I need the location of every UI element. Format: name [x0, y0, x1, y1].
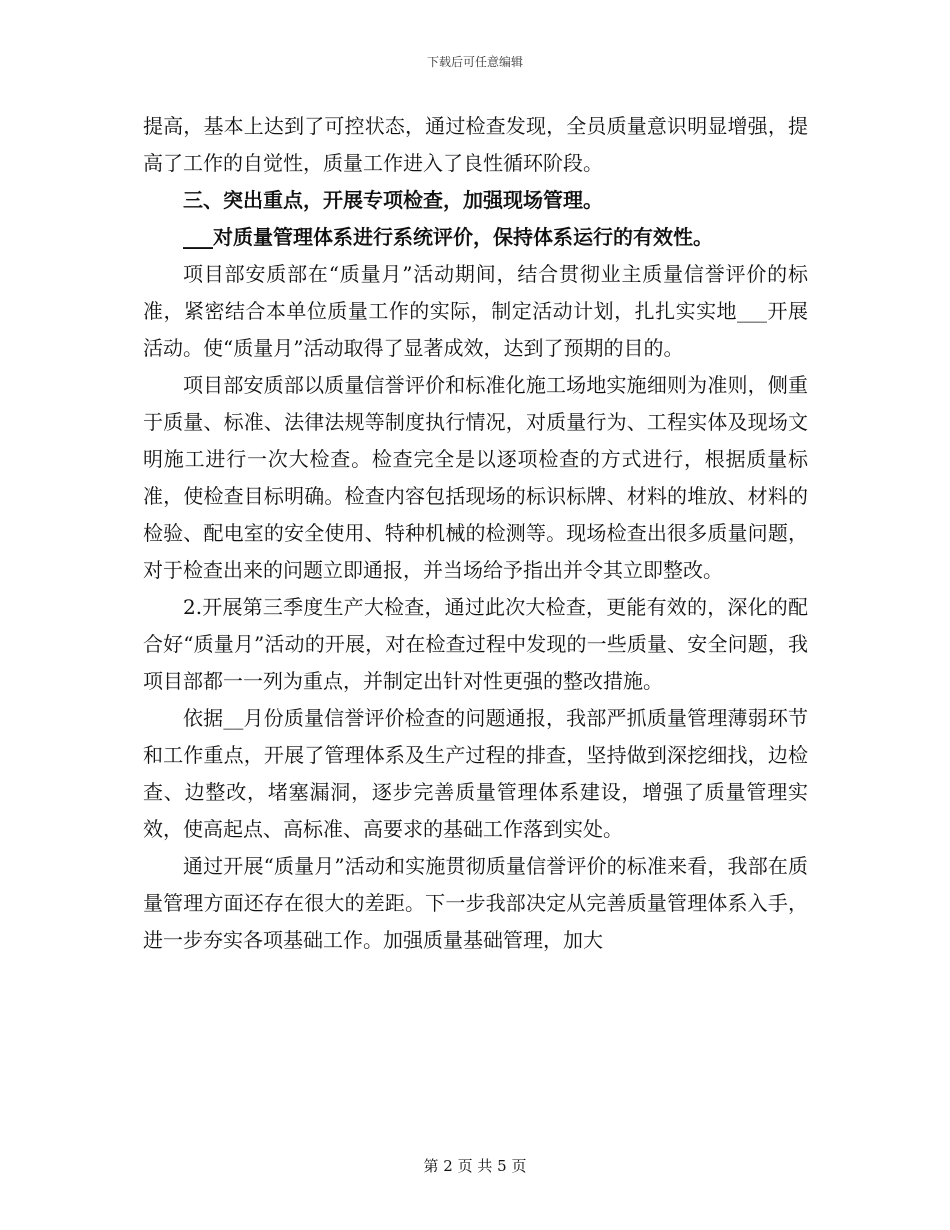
paragraph: 依据__月份质量信誉评价检查的问题通报，我部严抓质量管理薄弱环节和工作重点，开展了管理体系及生产过程的排查，坚持做到深挖细找，边检查、边整改，堵塞漏洞，逐步完善质量管理体系建设，增强了质量管理实效，使高起点、高标准、高要求的基础工作落到实处。 — [143, 706, 808, 841]
paragraph: 项目部安质部在“质量月”活动期间，结合贯彻业主质量信誉评价的标准，紧密结合本单位质量工作的实际，制定活动计划，扎扎实实地___开展活动。使“质量月”活动取得了显著成效，达到了预期的目的。 — [143, 262, 808, 360]
paragraph: 通过开展“质量月”活动和实施贯彻质量信誉评价的标准来看，我部在质量管理方面还存在很大的差距。下一步我部决定从完善质量管理体系入手，进一步夯实各项基础工作。加强质量基础管理，加大 — [143, 854, 808, 952]
paragraph: 项目部安质部以质量信誉评价和标准化施工场地实施细则为准则，侧重于质量、标准、法律法规等制度执行情况，对质量行为、工程实体及现场文明施工进行一次大检查。检查完全是以逐项检查的方式进行，根据质量标准，使检查目标明确。检查内容包括现场的标识标牌、材料的堆放、材料的检验、配电室的安全使用、特种机械的检测等。现场检查出很多质量问题，对于检查出来的问题立即通报，并当场给予指出并令其立即整改。 — [143, 373, 808, 582]
document-body — [143, 108, 808, 959]
page-header-note: 下载后可任意编辑 — [426, 55, 523, 69]
paragraph-numbered: 2.开展第三季度生产大检查，通过此次大检查，更能有效的，深化的配合好“质量月”活动的开展，对在检查过程中发现的一些质量、安全问题，我项目部都一一列为重点，并制定出针对性更强的整改措施。 — [143, 595, 808, 693]
paragraph-continuation: 提高，基本上达到了可控状态，通过检查发现，全员质量意识明显增强，提高了工作的自觉性，质量工作进入了良性循环阶段。 — [143, 114, 808, 175]
page-number: 第 2 页 共 5 页 — [423, 1157, 527, 1175]
section-heading: 三、突出重点，开展专项检查，加强现场管理。 — [183, 188, 603, 212]
subsection-heading: ___对质量管理体系进行系统评价，保持体系运行的有效性。 — [183, 225, 713, 249]
